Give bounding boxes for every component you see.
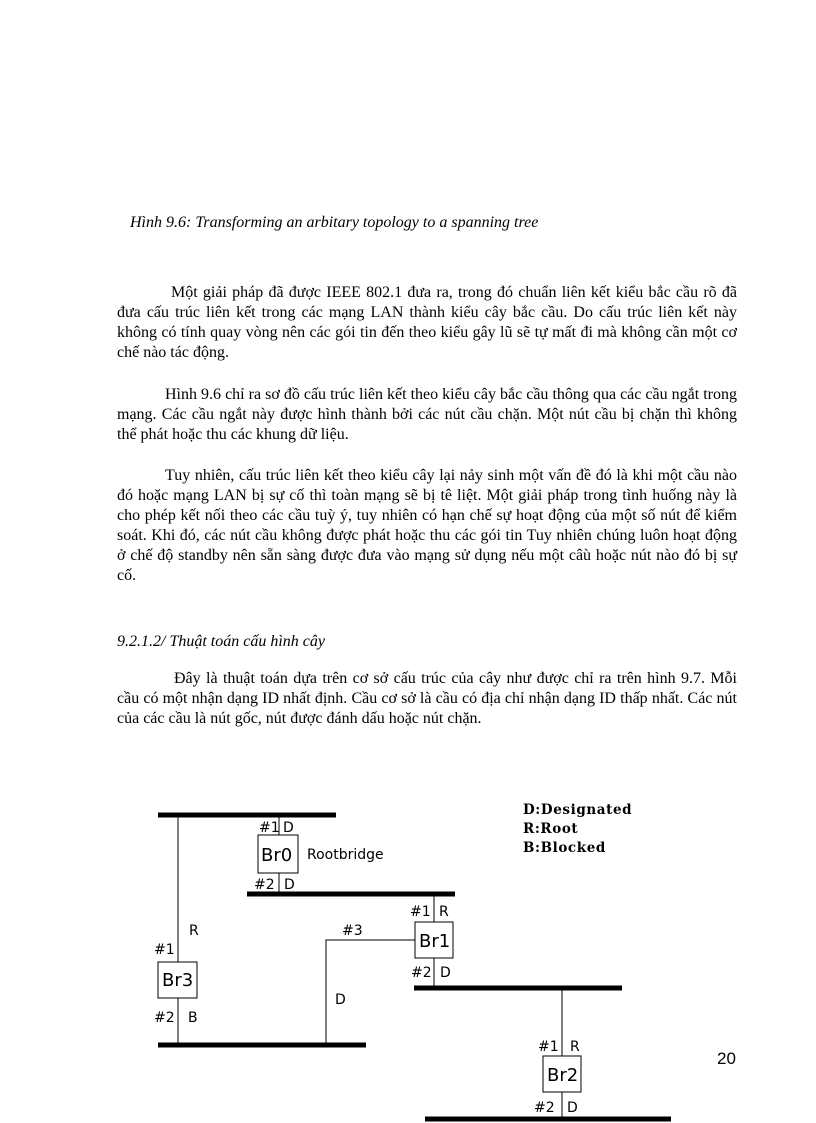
bridge-br0-name: Br0 xyxy=(261,845,293,866)
br3-port1-label: #1 xyxy=(154,942,175,958)
br2-port1-label: #1 xyxy=(538,1039,559,1055)
br3-port2-state: B xyxy=(188,1010,198,1026)
paragraph-4: Đây là thuật toán dựa trên cơ sở cấu trúc của cây như được chỉ ra trên hình 9.7. Mỗi cầu có một nhận dạng ID nhất định. Cầu cơ sở là cầu có địa chỉ nhận dạng ID thấp nhất. Các nút của các cầu là nút gốc, nút được đánh dấu hoặc nút chặn. xyxy=(117,670,737,727)
legend-blocked: B:Blocked xyxy=(523,840,606,856)
br1-port1-label: #1 xyxy=(410,904,431,920)
paragraph-3: Tuy nhiên, cấu trúc liên kết theo kiểu cây lại nảy sinh một vấn đề đó là khi một cầu nào đó hoặc mạng LAN bị sự cố thì toàn mạng sẽ bị tê liệt. Một giải pháp trong tình huống này là cho phép kết nối theo các cầu tuỳ ý, tuy nhiên có hạn chế sự hoạt động của một số nút để kiểm soát. Khi đó, các nút cầu không được phát hoặc thu các gói tin Tuy nhiên chúng luôn hoạt động ở chế độ standby nên sẵn sàng được đưa vào mạng sử dụng nếu một câù hoặc nút nào đó bị sự cố. xyxy=(117,467,737,584)
br1-port3-label: #3 xyxy=(342,923,363,939)
br0-port1-label: #1 xyxy=(259,820,280,836)
br1-port2-label: #2 xyxy=(411,965,432,981)
br1-port2-state: D xyxy=(440,965,451,981)
paragraph-1: Một giải pháp đã được IEEE 802.1 đưa ra, trong đó chuẩn liên kết kiểu bắc cầu rõ đã đưa cấu trúc liên kết trong các mạng LAN thành kiểu cây bắc cầu. Do cấu trúc liên kết này không có tính quay vòng nên các gói tin đến theo kiểu gây lũ sẽ tự mất đi mà không cần một cơ chế nào tác động. xyxy=(117,284,737,361)
br3-port2-label: #2 xyxy=(154,1010,175,1026)
br2-port1-state: R xyxy=(570,1039,580,1055)
section-heading: 9.2.1.2/ Thuật toán cấu hình cây xyxy=(117,633,325,650)
br3-port1-state: R xyxy=(189,923,199,939)
page-number: 20 xyxy=(717,1049,736,1068)
br0-port2-state: D xyxy=(284,877,295,893)
bridge-br3-name: Br3 xyxy=(162,970,194,991)
br0-port1-state: D xyxy=(283,820,294,836)
bridge-br1-name: Br1 xyxy=(419,931,451,952)
br0-port2-label: #2 xyxy=(254,877,275,893)
rootbridge-label: Rootbridge xyxy=(307,847,384,863)
br1-port1-state: R xyxy=(439,904,449,920)
legend-root: R:Root xyxy=(523,821,579,837)
br1-port3-state: D xyxy=(335,992,346,1008)
legend-designated: D:Designated xyxy=(523,802,633,818)
br2-port2-label: #2 xyxy=(534,1100,555,1116)
br2-port2-state: D xyxy=(567,1100,578,1116)
figure-caption: Hình 9.6: Transforming an arbitary topology to a spanning tree xyxy=(130,214,539,231)
bridge-br2-name: Br2 xyxy=(547,1065,579,1086)
paragraph-2: Hình 9.6 chỉ ra sơ đồ cấu trúc liên kết theo kiểu cây bắc cầu thông qua các cầu ngắt trong mạng. Các cầu ngắt này được hình thành bởi các nút cầu chặn. Một nút cầu bị chặn thì không thể phát hoặc thu các khung dữ liệu. xyxy=(117,386,737,443)
